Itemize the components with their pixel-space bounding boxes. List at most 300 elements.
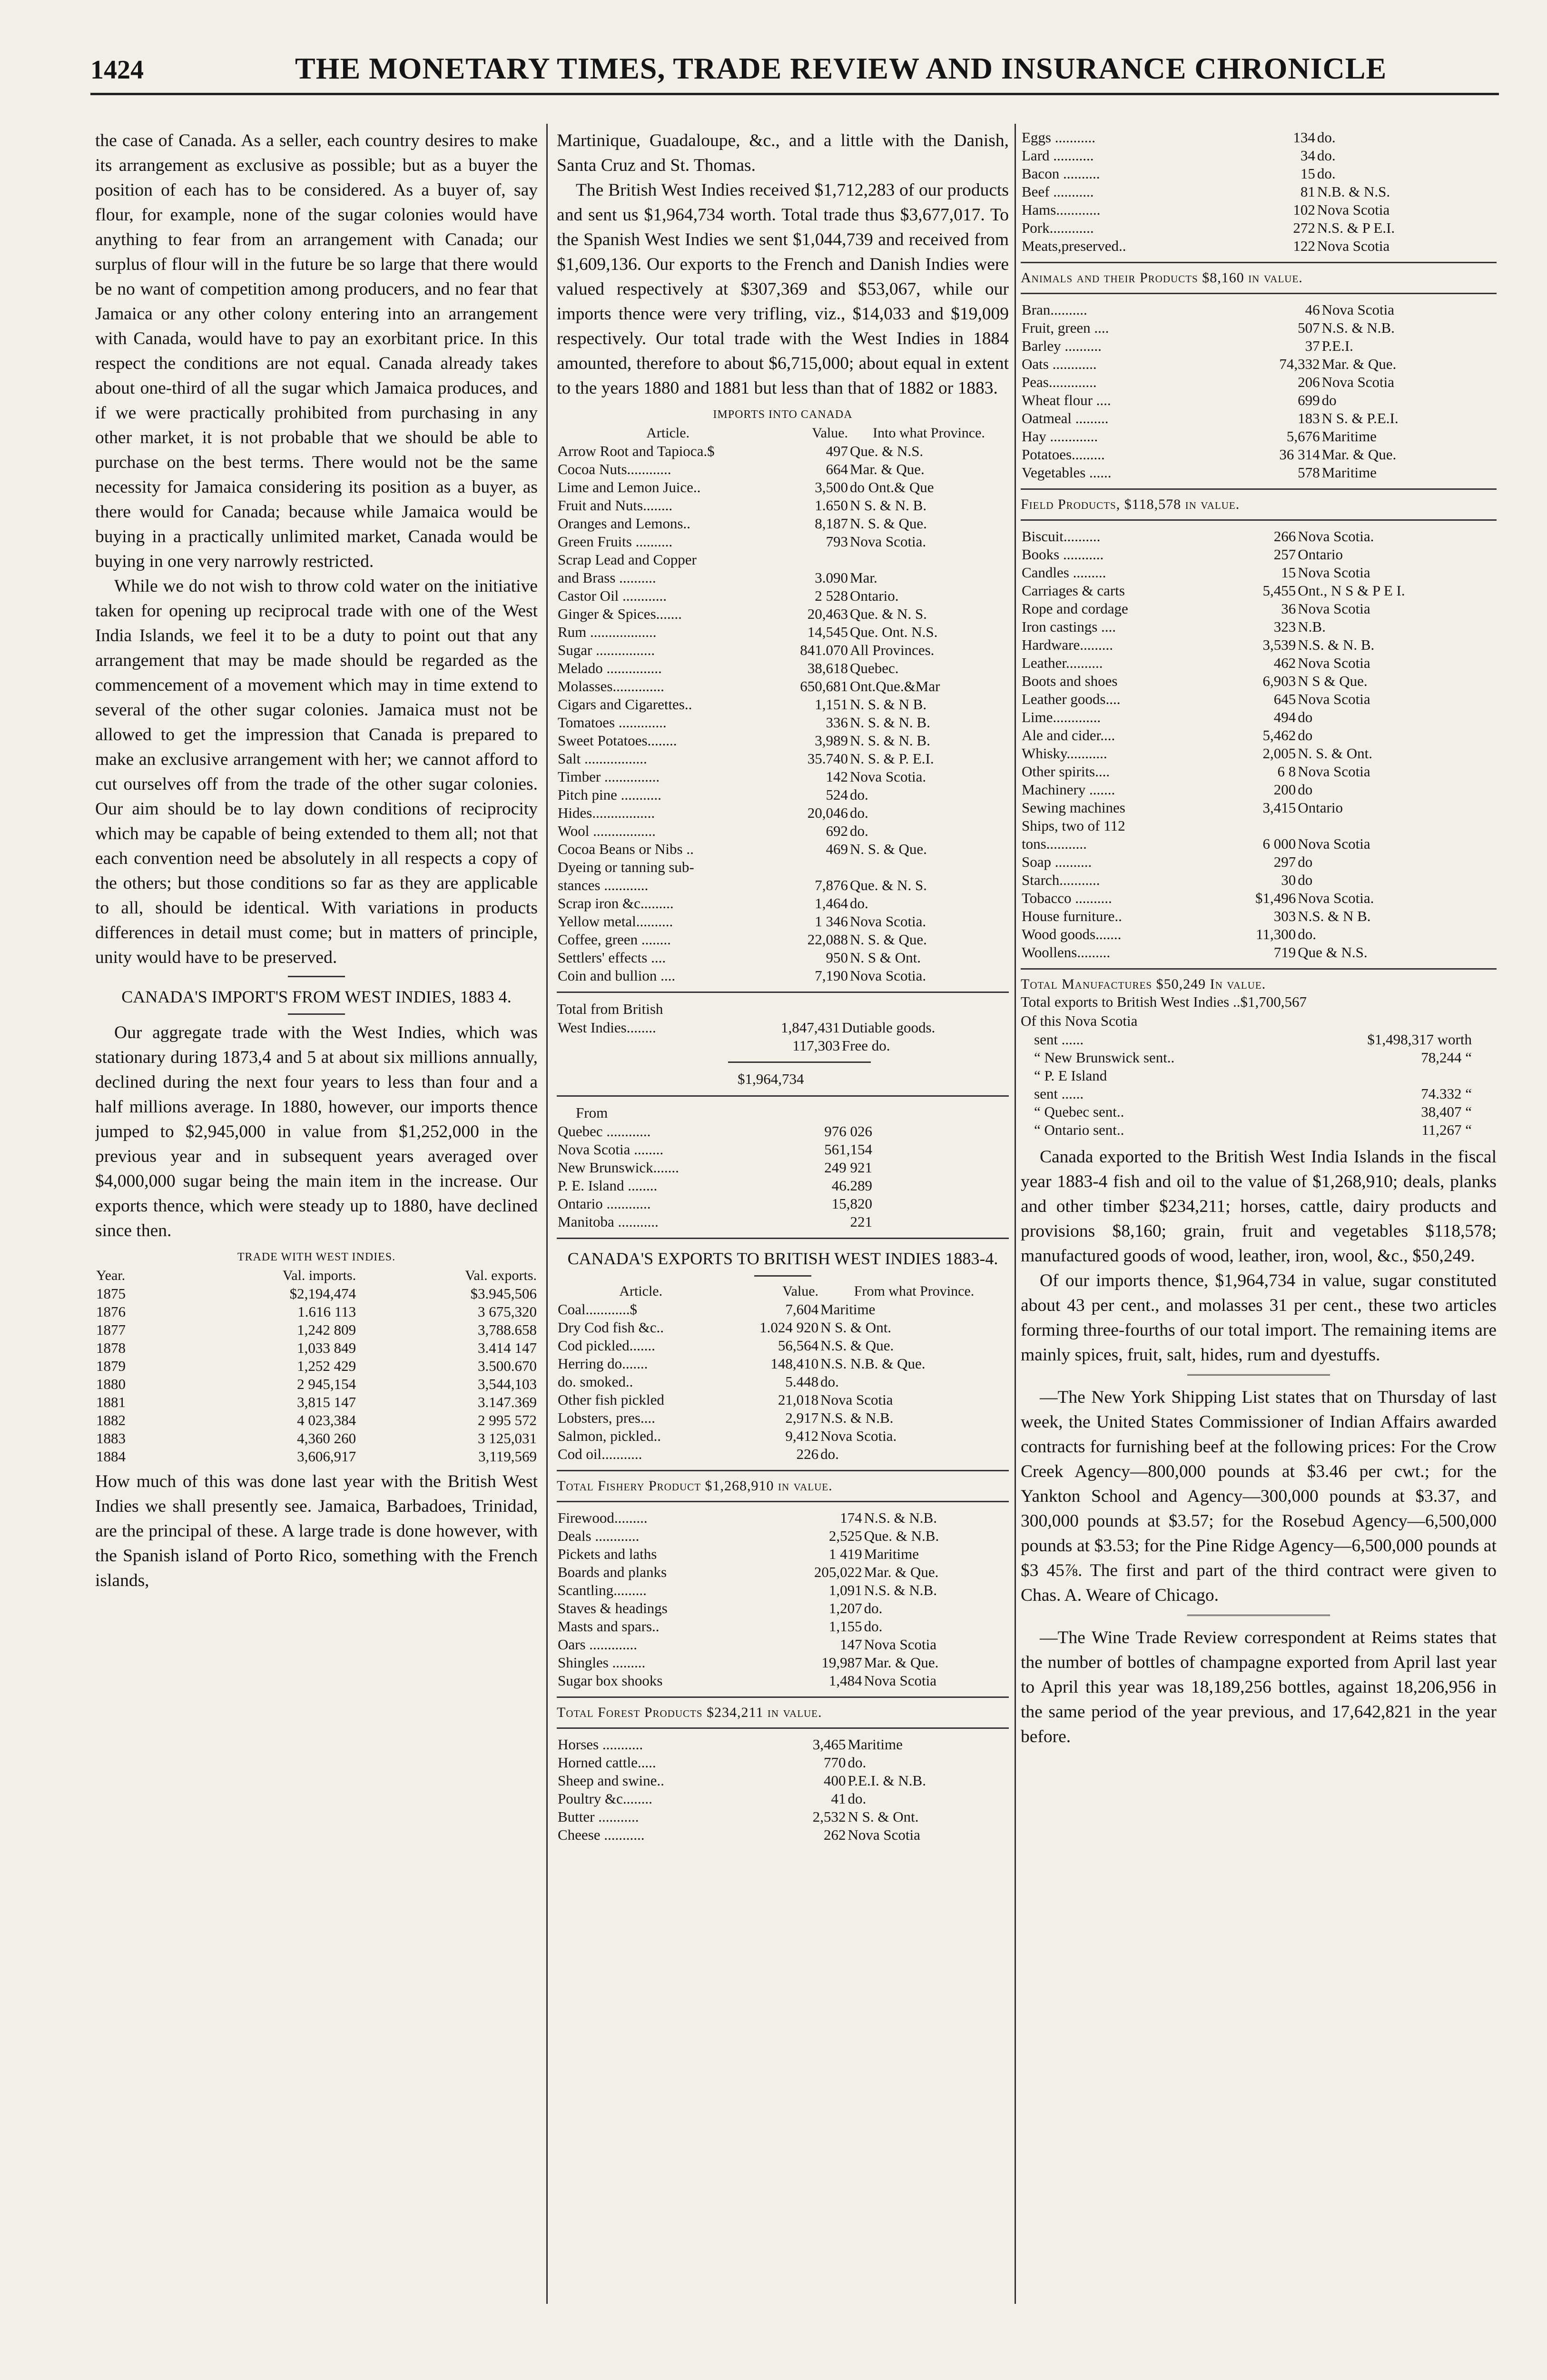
import-row	[557, 876, 1009, 894]
total-label: Total from British	[557, 1001, 663, 1017]
export-row-cell: 9,412	[785, 1428, 819, 1444]
import-row-cell	[849, 551, 1009, 569]
province-row-cell: 46.289	[831, 1177, 872, 1194]
manufacture-row-cell: 5,455	[1262, 582, 1296, 599]
trade-row-cell: 3 675,320	[478, 1303, 537, 1320]
forest-row	[557, 1654, 1009, 1672]
imports-table-body	[557, 442, 1009, 985]
field-table	[1021, 301, 1497, 482]
trade-row-cell: 3.414 147	[478, 1339, 537, 1356]
animal-row-cell: 3,465	[812, 1736, 846, 1753]
import-row-cell: Sweet Potatoes........	[558, 732, 677, 749]
sum-rule	[728, 1061, 871, 1063]
province-row	[557, 1122, 873, 1140]
manufacture-row-cell: Leather..........	[1022, 654, 1103, 671]
export-row-cell: do. smoked..	[558, 1373, 633, 1390]
manufacture-row-cell: Leather goods....	[1022, 691, 1121, 707]
import-row-cell: 336	[826, 714, 848, 731]
field-row-cell: Hay .............	[1022, 428, 1098, 445]
manufacture-row-cell: Lime.............	[1022, 709, 1101, 725]
import-row-cell: Nova Scotia.	[850, 768, 926, 785]
field-row-cell: 5,676	[1286, 428, 1320, 445]
forest-row-cell: 2,525	[828, 1527, 862, 1544]
animal-row-cell: Nova Scotia	[1317, 238, 1390, 254]
import-row-cell: Timber ...............	[558, 768, 660, 785]
import-row-cell: 20,463	[807, 605, 848, 622]
forest-row-cell: 19,987	[821, 1654, 862, 1671]
manufacture-row	[1021, 690, 1497, 708]
summary-row	[1021, 1067, 1473, 1085]
import-row-cell: Hides.................	[558, 804, 655, 821]
manufacture-row	[1021, 654, 1497, 672]
import-row-cell: 35.740	[807, 750, 848, 767]
forest-row-cell: 1,207	[828, 1600, 862, 1616]
total-row-cell: 117,303	[792, 1037, 840, 1054]
export-row-cell: Other fish pickled	[558, 1391, 664, 1408]
import-row-cell: do.	[850, 804, 868, 821]
manufacture-row-cell: Que & N.S.	[1298, 944, 1368, 961]
import-row-cell: Dyeing or tanning sub-	[558, 859, 694, 875]
section-heading: CANADA'S EXPORTS TO BRITISH WEST INDIES 1883-4.	[567, 1249, 998, 1268]
import-row-cell: 1.650	[815, 497, 848, 514]
animal-row-cell: Horned cattle.....	[558, 1754, 656, 1771]
import-row-cell: Nova Scotia.	[850, 913, 926, 930]
field-row-cell: 699	[1298, 392, 1320, 408]
manufacture-row-cell: tons...........	[1022, 835, 1087, 852]
trade-row-cell: 3,815 147	[297, 1394, 356, 1410]
field-row-cell: 46	[1305, 301, 1320, 318]
table-rule	[557, 992, 1009, 993]
field-row-cell: Vegetables ......	[1022, 464, 1112, 481]
forest-row-cell: do.	[864, 1600, 883, 1616]
import-row-cell: 22,088	[807, 931, 848, 948]
animal-row	[1021, 147, 1497, 165]
animal-row-cell: 34	[1300, 147, 1315, 164]
import-row	[557, 714, 1009, 732]
manufacture-row	[1021, 600, 1497, 618]
manufacture-row-cell: 200	[1273, 781, 1296, 798]
forest-row	[557, 1545, 1009, 1563]
table-rule	[1021, 488, 1497, 490]
manufacture-row-cell: Ale and cider....	[1022, 727, 1115, 744]
forest-row-cell: N.S. & N.B.	[864, 1509, 937, 1526]
forest-row-cell: Pickets and laths	[558, 1546, 657, 1562]
import-row-cell: 1,464	[815, 895, 848, 912]
export-row-cell: Cod oil...........	[558, 1446, 642, 1462]
animal-row-cell: 134	[1293, 129, 1315, 146]
manufacture-row	[1021, 763, 1497, 781]
field-row-cell: N.S. & N.B.	[1321, 319, 1395, 336]
import-row-cell: 692	[826, 823, 848, 839]
field-row-cell: Wheat flour ....	[1022, 392, 1111, 408]
forest-row-cell: 1,155	[828, 1618, 862, 1635]
import-row-cell: Scrap Lead and Copper	[558, 551, 697, 568]
manufacture-row-cell: Ships, two of 112	[1022, 817, 1125, 834]
import-row-cell: 38,618	[807, 660, 848, 676]
table-header: Year.	[96, 1268, 126, 1283]
table-header: Article.	[646, 425, 690, 441]
table-header: Value.	[782, 1283, 819, 1299]
animal-row	[1021, 237, 1497, 255]
field-row-cell: Mar. & Que.	[1321, 446, 1397, 463]
trade-row	[95, 1375, 538, 1393]
export-row	[557, 1300, 1009, 1319]
summary-row-cell: 38,407 “	[1421, 1103, 1472, 1120]
import-row-cell: Scrap iron &c.........	[558, 895, 674, 912]
forest-row-cell: Deals ............	[558, 1527, 640, 1544]
news-item: —The Wine Trade Review correspondent at Reims states that the number of bottles of champagne exported from April last year to April this year was 18,189,256 bottles, against 18,206,956 in the same period of the year previous, and 17,642,821 in the year before.	[1021, 1628, 1497, 1746]
manufacture-row	[1021, 853, 1497, 871]
manufacture-row	[1021, 799, 1497, 817]
manufacture-row	[1021, 618, 1497, 636]
manufacture-row-cell: 2,005	[1262, 745, 1296, 762]
manufacture-row-cell: Hardware.........	[1022, 636, 1113, 653]
forest-row-cell: 174	[840, 1509, 862, 1526]
import-row-cell: Rum ..................	[558, 624, 657, 640]
field-total: Field Products, $118,578 in value.	[1021, 496, 1240, 512]
province-row-cell: 561,154	[824, 1141, 872, 1158]
import-row-cell: Ont.Que.&Mar	[850, 678, 940, 694]
column-3	[1021, 129, 1497, 1749]
table-header: Val. exports.	[465, 1268, 537, 1283]
table-title: TRADE WITH WEST INDIES.	[237, 1251, 396, 1263]
manufacture-row-cell: Machinery .......	[1022, 781, 1115, 798]
import-row-cell: 14,545	[807, 624, 848, 640]
export-row-cell: 7,604	[785, 1301, 819, 1318]
import-row-cell: 3,500	[815, 479, 848, 496]
manufacture-row	[1021, 907, 1497, 925]
import-row	[557, 551, 1009, 569]
manufacture-row-cell: do	[1298, 727, 1313, 744]
import-row-cell: Que. Ont. N.S.	[850, 624, 938, 640]
forest-row-cell: Masts and spars..	[558, 1618, 660, 1635]
import-row-cell: Wool .................	[558, 823, 656, 839]
field-row-cell: Barley ..........	[1022, 337, 1102, 354]
import-row	[557, 533, 1009, 551]
import-row-cell: Nova Scotia.	[850, 533, 926, 550]
import-row-cell: Green Fruits ..........	[558, 533, 673, 550]
manufacture-row	[1021, 835, 1497, 853]
animal-table-continued	[1021, 129, 1497, 255]
manufacture-row-cell	[1219, 817, 1297, 835]
province-row	[557, 1213, 873, 1231]
import-row-cell: Fruit and Nuts........	[558, 497, 673, 514]
manufacture-row-cell: N.S. & N. B.	[1298, 636, 1375, 653]
import-row-cell: N. S. & Que.	[850, 841, 927, 857]
manufacture-row-cell: Nova Scotia.	[1298, 890, 1374, 906]
manufactures-table	[1021, 527, 1497, 962]
trade-row-cell: 1876	[96, 1303, 126, 1320]
trade-row-cell: 2 995 572	[478, 1412, 537, 1428]
import-row	[557, 695, 1009, 714]
manufacture-row-cell: Woollens.........	[1022, 944, 1111, 961]
province-row	[557, 1140, 873, 1159]
trade-row-cell: 1,252 429	[297, 1358, 356, 1374]
animal-row	[1021, 201, 1497, 219]
animal-row-cell: Pork............	[1022, 219, 1094, 236]
import-row	[557, 641, 1009, 659]
fishery-total: Total Fishery Product $1,268,910 in value.	[557, 1478, 833, 1494]
manufacture-row-cell: do	[1298, 853, 1313, 870]
trade-row-cell: 1,033 849	[297, 1339, 356, 1356]
manufacture-row-cell: do	[1298, 709, 1313, 725]
table-rule	[1021, 293, 1497, 294]
trade-row-cell: 1884	[96, 1448, 126, 1465]
import-row-cell: N S. & N. B.	[850, 497, 927, 514]
summary-row	[1021, 1121, 1473, 1139]
field-row-cell: Nova Scotia	[1321, 301, 1394, 318]
trade-row-cell: 2 945,154	[297, 1376, 356, 1392]
animal-row-cell: 272	[1293, 219, 1315, 236]
trade-table-body	[95, 1285, 538, 1466]
import-row-cell: 3,989	[815, 732, 848, 749]
province-row-cell: Quebec ............	[558, 1123, 651, 1140]
summary-row-cell	[1289, 1067, 1473, 1085]
animal-row-cell: do.	[847, 1790, 867, 1807]
trade-row	[95, 1357, 538, 1375]
summary-row	[1021, 1049, 1473, 1067]
import-row	[557, 478, 1009, 496]
section-heading: CANADA'S IMPORT'S FROM WEST INDIES, 1883 4.	[121, 987, 512, 1006]
field-row-cell: Oatmeal .........	[1022, 410, 1109, 426]
import-row	[557, 949, 1009, 967]
import-row	[557, 496, 1009, 515]
animal-row	[1021, 129, 1497, 147]
trade-row	[95, 1339, 538, 1357]
field-row	[1021, 391, 1497, 409]
animal-row-cell: N S. & Ont.	[847, 1808, 919, 1825]
import-row-cell: 841.070	[800, 642, 848, 658]
manufacture-row	[1021, 726, 1497, 744]
export-row	[557, 1355, 1009, 1373]
animal-row-cell: do.	[1317, 147, 1336, 164]
import-row-cell	[779, 551, 849, 569]
manufacture-row-cell: do	[1298, 872, 1313, 888]
manufacture-row-cell: 15	[1281, 564, 1296, 581]
trade-row-cell: 3,606,917	[297, 1448, 356, 1465]
from-label: From	[576, 1104, 608, 1121]
forest-row-cell: 1,484	[828, 1672, 862, 1689]
import-row-cell: All Provinces.	[850, 642, 935, 658]
manufacture-row-cell: N.S. & N B.	[1298, 908, 1371, 924]
province-row	[557, 1159, 873, 1177]
export-row-cell: 148,410	[770, 1355, 819, 1372]
animal-row-cell: 262	[823, 1826, 846, 1843]
manufacture-row-cell: 6 000	[1262, 835, 1296, 852]
animal-table	[557, 1735, 1009, 1844]
province-row-cell: Nova Scotia ........	[558, 1141, 664, 1158]
forest-row	[557, 1509, 1009, 1527]
animal-row-cell: P.E.I. & N.B.	[847, 1772, 926, 1789]
imports-total-table	[557, 1019, 1009, 1055]
import-row-cell: Oranges and Lemons..	[558, 515, 690, 532]
field-row-cell: 507	[1298, 319, 1320, 336]
import-row-cell: Melado ...............	[558, 660, 662, 676]
summary-row-cell: sent ......	[1034, 1085, 1084, 1102]
import-row	[557, 569, 1009, 587]
manufacture-row-cell: Nova Scotia	[1298, 691, 1370, 707]
manufacture-row-cell: Ontario	[1298, 799, 1343, 816]
grand-total: $1,964,734	[738, 1071, 804, 1087]
forest-row	[557, 1599, 1009, 1617]
animal-row-cell: 81	[1300, 183, 1315, 200]
import-row	[557, 460, 1009, 478]
manufacture-row	[1021, 672, 1497, 690]
field-row-cell: Maritime	[1321, 428, 1377, 445]
import-row	[557, 931, 1009, 949]
field-row	[1021, 373, 1497, 391]
manufacture-row-cell: Nova Scotia	[1298, 600, 1370, 617]
manufacture-row-cell: 719	[1273, 944, 1296, 961]
forest-row-cell: 1,091	[828, 1582, 862, 1598]
import-row-cell: Ontario.	[850, 587, 899, 604]
export-row-cell: 1.024 920	[759, 1319, 819, 1336]
animal-row-cell: Cheese ...........	[558, 1826, 645, 1843]
trade-row	[95, 1285, 538, 1303]
import-row	[557, 677, 1009, 695]
import-row-cell: 1 346	[815, 913, 848, 930]
import-row-cell: 20,046	[807, 804, 848, 821]
forest-row-cell: Mar. & Que.	[864, 1564, 939, 1580]
import-row-cell: N. S. & P. E.I.	[850, 750, 934, 767]
summary-row	[1021, 1103, 1473, 1121]
manufacture-row-cell: 3,539	[1262, 636, 1296, 653]
field-row	[1021, 355, 1497, 373]
header-rule	[90, 93, 1499, 95]
import-row-cell: Que. & N. S.	[850, 605, 927, 622]
summary-row-cell: “ Quebec sent..	[1034, 1103, 1124, 1120]
manufacture-row-cell: 297	[1273, 853, 1296, 870]
import-row-cell: stances ............	[558, 877, 649, 893]
import-row-cell: Quebec.	[850, 660, 899, 676]
import-row	[557, 732, 1009, 750]
manufacture-row-cell: Rope and cordage	[1022, 600, 1128, 617]
field-row-cell: P.E.I.	[1321, 337, 1353, 354]
field-row-cell: Bran..........	[1022, 301, 1087, 318]
forest-row	[557, 1617, 1009, 1636]
export-row-cell: N.S. & Que.	[820, 1337, 894, 1354]
trade-row-cell: 1881	[96, 1394, 126, 1410]
import-row-cell	[779, 858, 849, 876]
import-row-cell: do.	[850, 895, 868, 912]
import-row-cell: Que. & N. S.	[850, 877, 927, 893]
export-row-cell: do.	[820, 1373, 839, 1390]
province-row	[557, 1177, 873, 1195]
export-row	[557, 1373, 1009, 1391]
forest-row-cell: N.S. & N.B.	[864, 1582, 937, 1598]
manufacture-row-cell: 6,903	[1262, 673, 1296, 689]
summary-row	[1021, 1031, 1473, 1049]
manufacture-row-cell: Nova Scotia	[1298, 763, 1370, 780]
manufacture-row-cell: Ont., N S & P E I.	[1298, 582, 1405, 599]
forest-row	[557, 1636, 1009, 1654]
animal-row-cell: Meats,preserved..	[1022, 238, 1126, 254]
manufacture-row-cell: Whisky...........	[1022, 745, 1107, 762]
import-row-cell: Cigars and Cigarettes..	[558, 696, 692, 713]
forest-total: Total Forest Products $234,211 in value.	[557, 1705, 822, 1720]
manufacture-row	[1021, 636, 1497, 654]
export-row	[557, 1337, 1009, 1355]
forest-row-cell: Scantling.........	[558, 1582, 647, 1598]
export-row-cell: Salmon, pickled..	[558, 1428, 661, 1444]
export-row-cell: N S. & Ont.	[820, 1319, 892, 1336]
table-header: From what Province.	[854, 1283, 975, 1299]
export-row-cell: 5.448	[785, 1373, 819, 1390]
animal-row	[557, 1826, 1009, 1844]
province-row-cell: Ontario ............	[558, 1195, 651, 1212]
trade-row-cell: 1878	[96, 1339, 126, 1356]
manufacture-row-cell: do.	[1298, 926, 1316, 942]
section-rule	[754, 1275, 811, 1277]
animal-row-cell: Sheep and swine..	[558, 1772, 664, 1789]
section-rule	[288, 1013, 345, 1015]
animal-row	[557, 1735, 1009, 1754]
import-row-cell: 3.090	[815, 569, 848, 586]
table-rule	[1021, 262, 1497, 263]
forest-row-cell: 147	[840, 1636, 862, 1653]
manufacture-row-cell: Nova Scotia	[1298, 564, 1370, 581]
forest-row-cell: Nova Scotia	[864, 1636, 937, 1653]
province-row-cell: P. E. Island ........	[558, 1177, 658, 1194]
trade-row-cell: 1880	[96, 1376, 126, 1392]
import-row-cell: 7,190	[815, 967, 848, 984]
import-row	[557, 858, 1009, 876]
animal-row-cell: do.	[1317, 129, 1336, 146]
field-row	[1021, 409, 1497, 427]
animal-row-cell: do.	[847, 1754, 867, 1771]
import-row-cell: Mar.	[850, 569, 877, 586]
manufacture-row-cell: Wood goods.......	[1022, 926, 1122, 942]
animal-row-cell: 770	[823, 1754, 846, 1771]
import-row-cell: Molasses..............	[558, 678, 664, 694]
import-row-cell: Coin and bullion ....	[558, 967, 676, 984]
manufacture-row-cell: Books ...........	[1022, 546, 1104, 563]
table-rule	[557, 1727, 1009, 1729]
forest-row-cell: Oars .............	[558, 1636, 638, 1653]
table-rule	[557, 1095, 1009, 1097]
province-table	[557, 1122, 873, 1231]
manufacture-row-cell: Nova Scotia.	[1298, 528, 1374, 545]
forest-row-cell: Nova Scotia	[864, 1672, 937, 1689]
manufacture-row	[1021, 708, 1497, 726]
import-row-cell: Cocoa Nuts............	[558, 461, 671, 477]
forest-row-cell: do.	[864, 1618, 883, 1635]
imports-table	[557, 424, 1009, 985]
total-row-cell: West Indies........	[558, 1019, 656, 1036]
export-row-cell: 226	[796, 1446, 819, 1462]
article-paragraph: The British West Indies received $1,712,283 of our products and sent us $1,964,734 worth. Total trade thus $3,677,017. To the Spanish West Indies we sent $1,044,739 and received from $1,609,136. Our exports to the French and Danish Indies were valued respectively at $307,369 and $53,067, while our imports thence were very trifling, viz., $14,033 and $19,009 respectively. Our total trade with the West Indies in 1884 amounted, therefore to about $6,715,000; about equal in extent to the years 1880 and 1881 but less than that of 1882 or 1883.	[557, 180, 1009, 398]
import-row	[557, 786, 1009, 804]
manufacture-row-cell: 462	[1273, 654, 1296, 671]
page-number: 1424	[90, 55, 144, 85]
import-row-cell: 793	[826, 533, 848, 550]
field-row-cell: 206	[1298, 374, 1320, 390]
trade-row-cell: 1882	[96, 1412, 126, 1428]
export-row-cell: Cod pickled.......	[558, 1337, 655, 1354]
animal-row-cell: 2,532	[812, 1808, 846, 1825]
export-row-cell: Coal............$	[558, 1301, 638, 1318]
manufacture-row-cell: 11,300	[1256, 926, 1296, 942]
trade-row-cell: 1,242 809	[297, 1321, 356, 1338]
field-row	[1021, 301, 1497, 319]
import-row-cell: Tomatoes .............	[558, 714, 667, 731]
manufacture-row-cell: $1,496	[1255, 890, 1296, 906]
export-row-cell: 2,917	[785, 1409, 819, 1426]
manufacture-row	[1021, 564, 1497, 582]
animal-row-cell: N.B. & N.S.	[1317, 183, 1390, 200]
import-row-cell: do.	[850, 786, 868, 803]
field-row-cell: Mar. & Que.	[1321, 356, 1397, 372]
